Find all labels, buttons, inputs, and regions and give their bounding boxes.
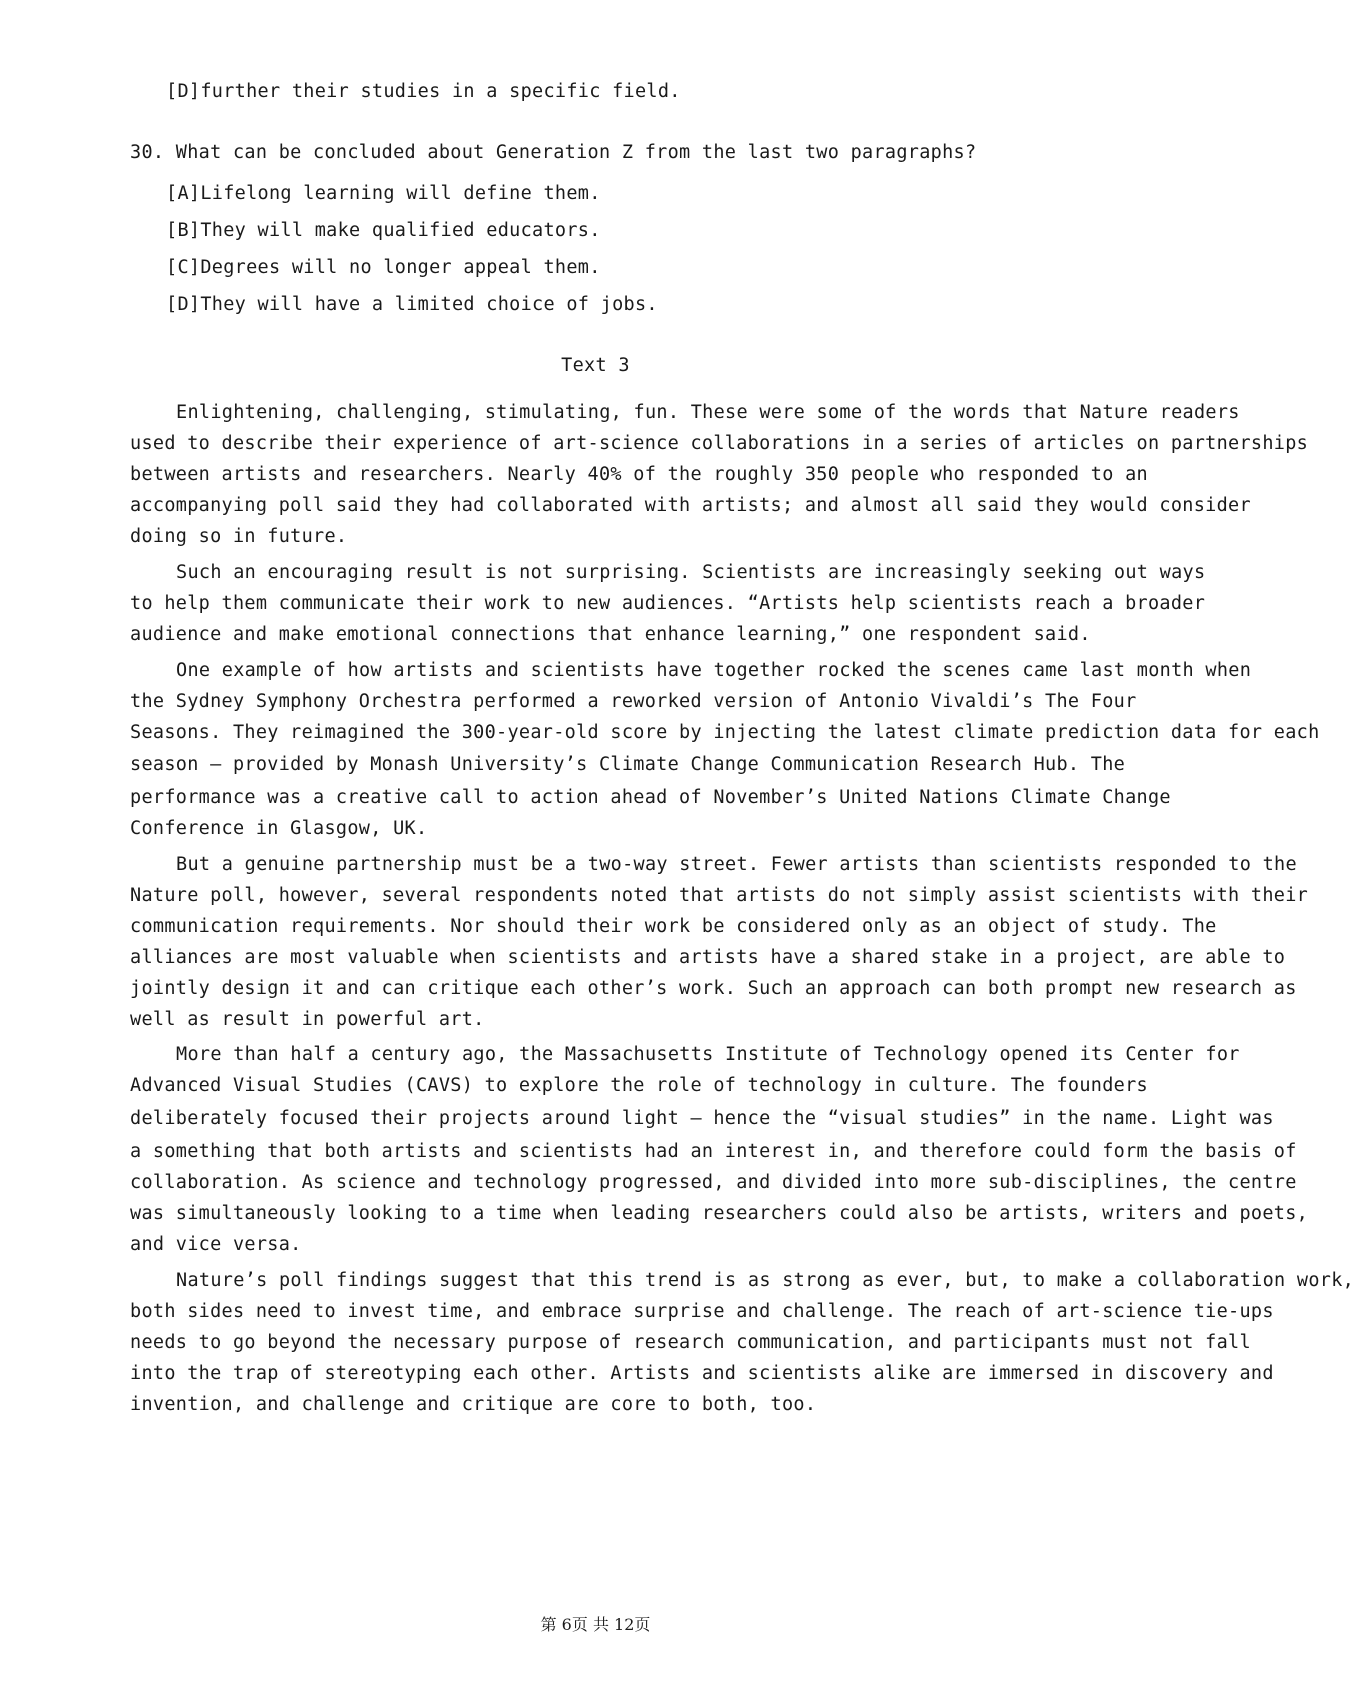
paragraph-5-line-5: collaboration. As science and technology progressed, and divided into more sub-disciplines, the centre <box>130 1172 1297 1193</box>
paragraph-5-line-4: a something that both artists and scientists had an interest in, and therefore could form the basis of <box>130 1141 1297 1162</box>
paragraph-3-line-1: One example of how artists and scientists have together rocked the scenes came last month when <box>176 660 1252 681</box>
text-3-title: Text 3 <box>561 355 630 376</box>
paragraph-1-line-3: between artists and researchers. Nearly 40% of the roughly 350 people who responded to an <box>130 464 1148 485</box>
paragraph-5-line-3: deliberately focused their projects around light — hence the “visual studies” in the name. Light was <box>130 1108 1274 1129</box>
paragraph-3-line-4: season — provided by Monash University’s Climate Change Communication Research Hub. The <box>130 754 1126 775</box>
paragraph-6-line-2: both sides need to invest time, and embrace surprise and challenge. The reach of art-science tie-ups <box>130 1301 1274 1322</box>
paragraph-1-line-1: Enlightening, challenging, stimulating, fun. These were some of the words that Nature readers <box>176 402 1240 423</box>
question-30-option-a: [A]Lifelong learning will define them. <box>166 183 601 204</box>
paragraph-6-line-5: invention, and challenge and critique are core to both, too. <box>130 1394 817 1415</box>
paragraph-5-line-6: was simultaneously looking to a time when leading researchers could also be artists, writers and poets, <box>130 1203 1309 1224</box>
page-number: 第 6页 共 12页 <box>540 1615 651 1634</box>
paragraph-2-line-3: audience and make emotional connections that enhance learning,” one respondent said. <box>130 624 1091 645</box>
paragraph-2-line-2: to help them communicate their work to new audiences. “Artists help scientists reach a broader <box>130 593 1206 614</box>
paragraph-1-line-5: doing so in future. <box>130 526 348 547</box>
paragraph-6-line-1: Nature’s poll findings suggest that this trend is as strong as ever, but, to make a collaboration work, <box>176 1270 1354 1291</box>
paragraph-4-line-3: communication requirements. Nor should their work be considered only as an object of study. The <box>130 916 1217 937</box>
option-d-prev: [D]further their studies in a specific field. <box>166 81 681 102</box>
paragraph-3-line-6: Conference in Glasgow, UK. <box>130 818 428 839</box>
paragraph-4-line-6: well as result in powerful art. <box>130 1009 485 1030</box>
paragraph-4-line-5: jointly design it and can critique each other’s work. Such an approach can both prompt new research as <box>130 978 1297 999</box>
question-30-option-c: [C]Degrees will no longer appeal them. <box>166 257 601 278</box>
question-30-stem: 30. What can be concluded about Generation Z from the last two paragraphs? <box>130 142 977 163</box>
paragraph-5-line-7: and vice versa. <box>130 1234 302 1255</box>
paragraph-3-line-3: Seasons. They reimagined the 300-year-old score by injecting the latest climate prediction data for each <box>130 722 1320 743</box>
paragraph-4-line-1: But a genuine partnership must be a two-way street. Fewer artists than scientists responded to the <box>176 854 1297 875</box>
paragraph-6-line-3: needs to go beyond the necessary purpose of research communication, and participants must not fall <box>130 1332 1251 1353</box>
question-30-option-d: [D]They will have a limited choice of jobs. <box>166 294 658 315</box>
paragraph-5-line-1: More than half a century ago, the Massachusetts Institute of Technology opened its Center for <box>176 1044 1240 1065</box>
paragraph-2-line-1: Such an encouraging result is not surprising. Scientists are increasingly seeking out ways <box>176 562 1206 583</box>
paragraph-6-line-4: into the trap of stereotyping each other. Artists and scientists alike are immersed in discovery and <box>130 1363 1274 1384</box>
paragraph-4-line-4: alliances are most valuable when scientists and artists have a shared stake in a project, are able to <box>130 947 1286 968</box>
paragraph-3-line-5: performance was a creative call to action ahead of November’s United Nations Climate Change <box>130 787 1171 808</box>
question-30-option-b: [B]They will make qualified educators. <box>166 220 601 241</box>
paragraph-1-line-4: accompanying poll said they had collaborated with artists; and almost all said they would consider <box>130 495 1251 516</box>
paragraph-1-line-2: used to describe their experience of art-science collaborations in a series of articles on partnerships <box>130 433 1309 454</box>
paragraph-3-line-2: the Sydney Symphony Orchestra performed a reworked version of Antonio Vivaldi’s The Four <box>130 691 1137 712</box>
paragraph-5-line-2: Advanced Visual Studies (CAVS) to explore the role of technology in culture. The founders <box>130 1075 1148 1096</box>
paragraph-4-line-2: Nature poll, however, several respondents noted that artists do not simply assist scientists with their <box>130 885 1309 906</box>
